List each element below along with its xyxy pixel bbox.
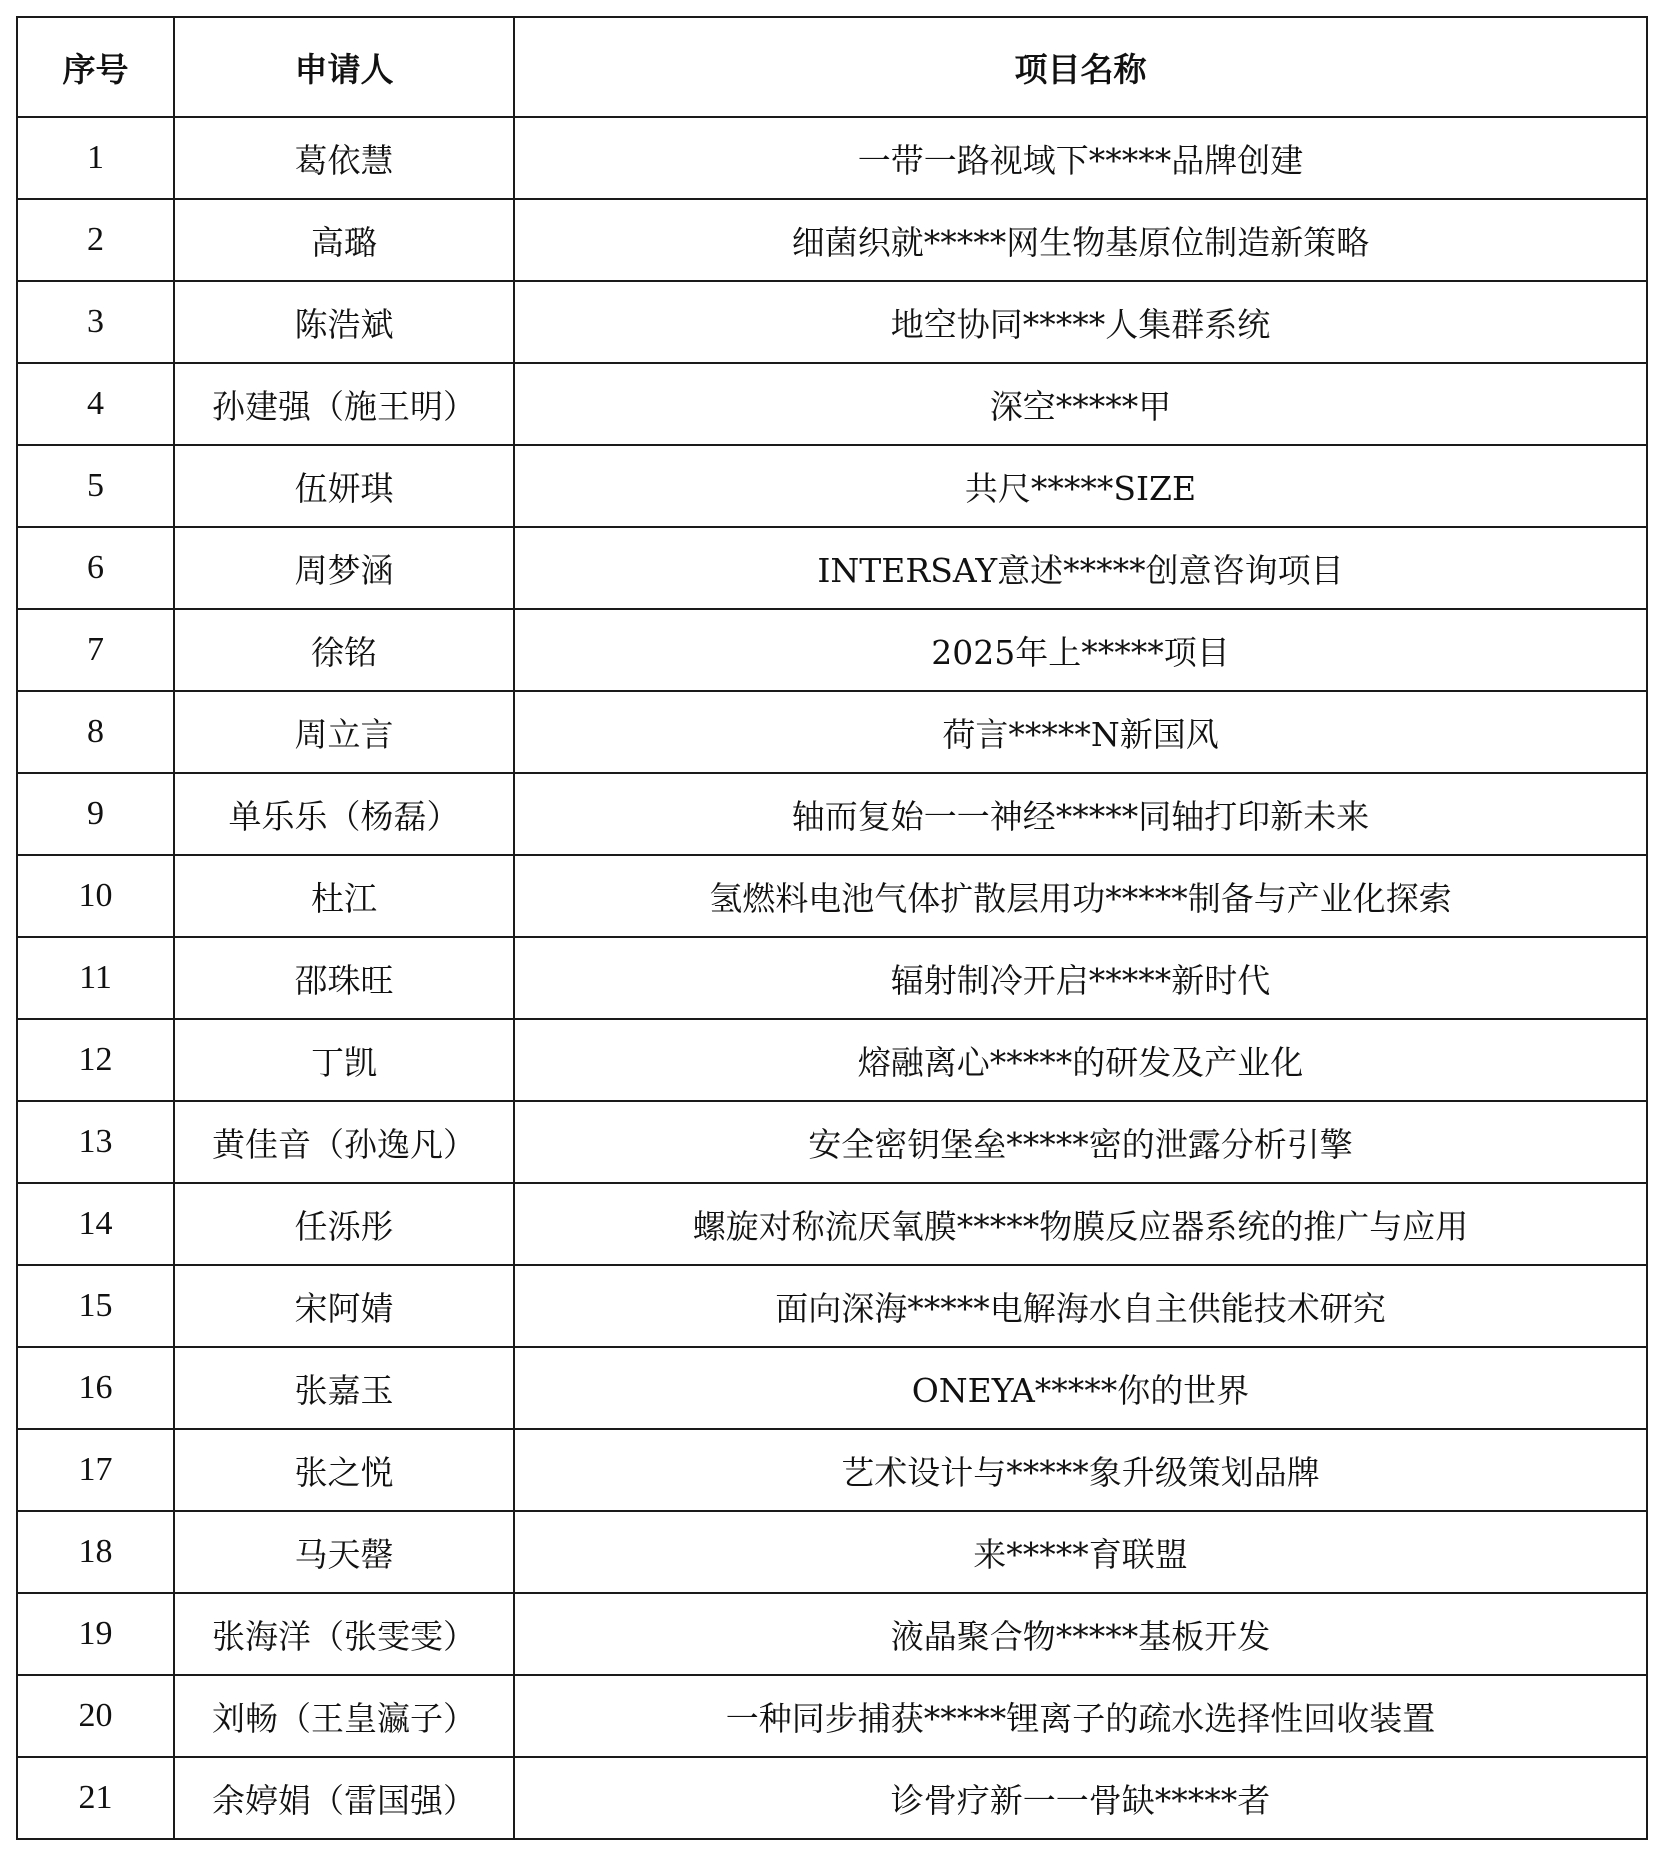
cell-project-name: 2025年上*****项目 <box>514 609 1647 691</box>
cell-applicant: 葛依慧 <box>174 117 514 199</box>
header-applicant: 申请人 <box>174 17 514 117</box>
table-row <box>17 1183 1647 1265</box>
table-row <box>17 1511 1647 1593</box>
cell-project-name: 荷言*****N新国风 <box>514 691 1647 773</box>
cell-project-name: 来*****育联盟 <box>514 1511 1647 1593</box>
cell-project-name: 轴而复始一一神经*****同轴打印新未来 <box>514 773 1647 855</box>
cell-applicant: 徐铭 <box>174 609 514 691</box>
cell-serial-number: 4 <box>17 363 174 445</box>
cell-project-name: INTERSAY意述*****创意咨询项目 <box>514 527 1647 609</box>
header-row <box>17 17 1647 117</box>
cell-serial-number: 8 <box>17 691 174 773</box>
cell-applicant: 张嘉玉 <box>174 1347 514 1429</box>
cell-serial-number: 12 <box>17 1019 174 1101</box>
cell-applicant: 宋阿婧 <box>174 1265 514 1347</box>
cell-serial-number: 20 <box>17 1675 174 1757</box>
cell-project-name: 液晶聚合物*****基板开发 <box>514 1593 1647 1675</box>
cell-serial-number: 16 <box>17 1347 174 1429</box>
cell-serial-number: 11 <box>17 937 174 1019</box>
cell-serial-number: 1 <box>17 117 174 199</box>
cell-applicant: 伍妍琪 <box>174 445 514 527</box>
table-row <box>17 1429 1647 1511</box>
cell-serial-number: 2 <box>17 199 174 281</box>
table-row <box>17 445 1647 527</box>
cell-project-name: ONEYA*****你的世界 <box>514 1347 1647 1429</box>
cell-applicant: 任泺彤 <box>174 1183 514 1265</box>
cell-project-name: 安全密钥堡垒*****密的泄露分析引擎 <box>514 1101 1647 1183</box>
table-row <box>17 855 1647 937</box>
table-row <box>17 1675 1647 1757</box>
table-row <box>17 691 1647 773</box>
cell-serial-number: 3 <box>17 281 174 363</box>
cell-serial-number: 17 <box>17 1429 174 1511</box>
applicant-project-table <box>16 16 1648 1840</box>
table-row <box>17 117 1647 199</box>
cell-serial-number: 7 <box>17 609 174 691</box>
header-serial-number: 序号 <box>17 17 174 117</box>
cell-project-name: 一带一路视域下*****品牌创建 <box>514 117 1647 199</box>
cell-serial-number: 18 <box>17 1511 174 1593</box>
cell-serial-number: 21 <box>17 1757 174 1839</box>
cell-applicant: 张海洋（张雯雯） <box>174 1593 514 1675</box>
cell-applicant: 高璐 <box>174 199 514 281</box>
table-body <box>17 117 1647 1839</box>
cell-project-name: 螺旋对称流厌氧膜*****物膜反应器系统的推广与应用 <box>514 1183 1647 1265</box>
cell-serial-number: 19 <box>17 1593 174 1675</box>
cell-serial-number: 10 <box>17 855 174 937</box>
cell-applicant: 黄佳音（孙逸凡） <box>174 1101 514 1183</box>
cell-serial-number: 6 <box>17 527 174 609</box>
cell-project-name: 诊骨疗新一一骨缺*****者 <box>514 1757 1647 1839</box>
table-header <box>17 17 1647 117</box>
cell-serial-number: 5 <box>17 445 174 527</box>
cell-project-name: 共尺*****SIZE <box>514 445 1647 527</box>
table-row <box>17 1593 1647 1675</box>
cell-applicant: 陈浩斌 <box>174 281 514 363</box>
cell-applicant: 单乐乐（杨磊） <box>174 773 514 855</box>
cell-applicant: 周立言 <box>174 691 514 773</box>
table-row <box>17 363 1647 445</box>
cell-applicant: 周梦涵 <box>174 527 514 609</box>
cell-project-name: 地空协同*****人集群系统 <box>514 281 1647 363</box>
cell-applicant: 邵珠旺 <box>174 937 514 1019</box>
table-row <box>17 1347 1647 1429</box>
table-row <box>17 1019 1647 1101</box>
cell-applicant: 余婷娟（雷国强） <box>174 1757 514 1839</box>
cell-serial-number: 13 <box>17 1101 174 1183</box>
cell-project-name: 辐射制冷开启*****新时代 <box>514 937 1647 1019</box>
table-row <box>17 937 1647 1019</box>
table-row <box>17 1265 1647 1347</box>
cell-applicant: 刘畅（王皇瀛子） <box>174 1675 514 1757</box>
table-row <box>17 1757 1647 1839</box>
table-row <box>17 199 1647 281</box>
cell-serial-number: 14 <box>17 1183 174 1265</box>
cell-project-name: 面向深海*****电解海水自主供能技术研究 <box>514 1265 1647 1347</box>
cell-applicant: 杜江 <box>174 855 514 937</box>
table-row <box>17 527 1647 609</box>
cell-project-name: 氢燃料电池气体扩散层用功*****制备与产业化探索 <box>514 855 1647 937</box>
cell-project-name: 深空*****甲 <box>514 363 1647 445</box>
cell-applicant: 孙建强（施王明） <box>174 363 514 445</box>
cell-applicant: 张之悦 <box>174 1429 514 1511</box>
table-row <box>17 773 1647 855</box>
header-project-name: 项目名称 <box>514 17 1647 117</box>
table-row <box>17 1101 1647 1183</box>
cell-project-name: 细菌织就*****网生物基原位制造新策略 <box>514 199 1647 281</box>
table-row <box>17 609 1647 691</box>
cell-applicant: 马天罄 <box>174 1511 514 1593</box>
cell-serial-number: 9 <box>17 773 174 855</box>
table-row <box>17 281 1647 363</box>
cell-project-name: 熔融离心*****的研发及产业化 <box>514 1019 1647 1101</box>
cell-project-name: 一种同步捕获*****锂离子的疏水选择性回收装置 <box>514 1675 1647 1757</box>
cell-project-name: 艺术设计与*****象升级策划品牌 <box>514 1429 1647 1511</box>
cell-serial-number: 15 <box>17 1265 174 1347</box>
cell-applicant: 丁凯 <box>174 1019 514 1101</box>
